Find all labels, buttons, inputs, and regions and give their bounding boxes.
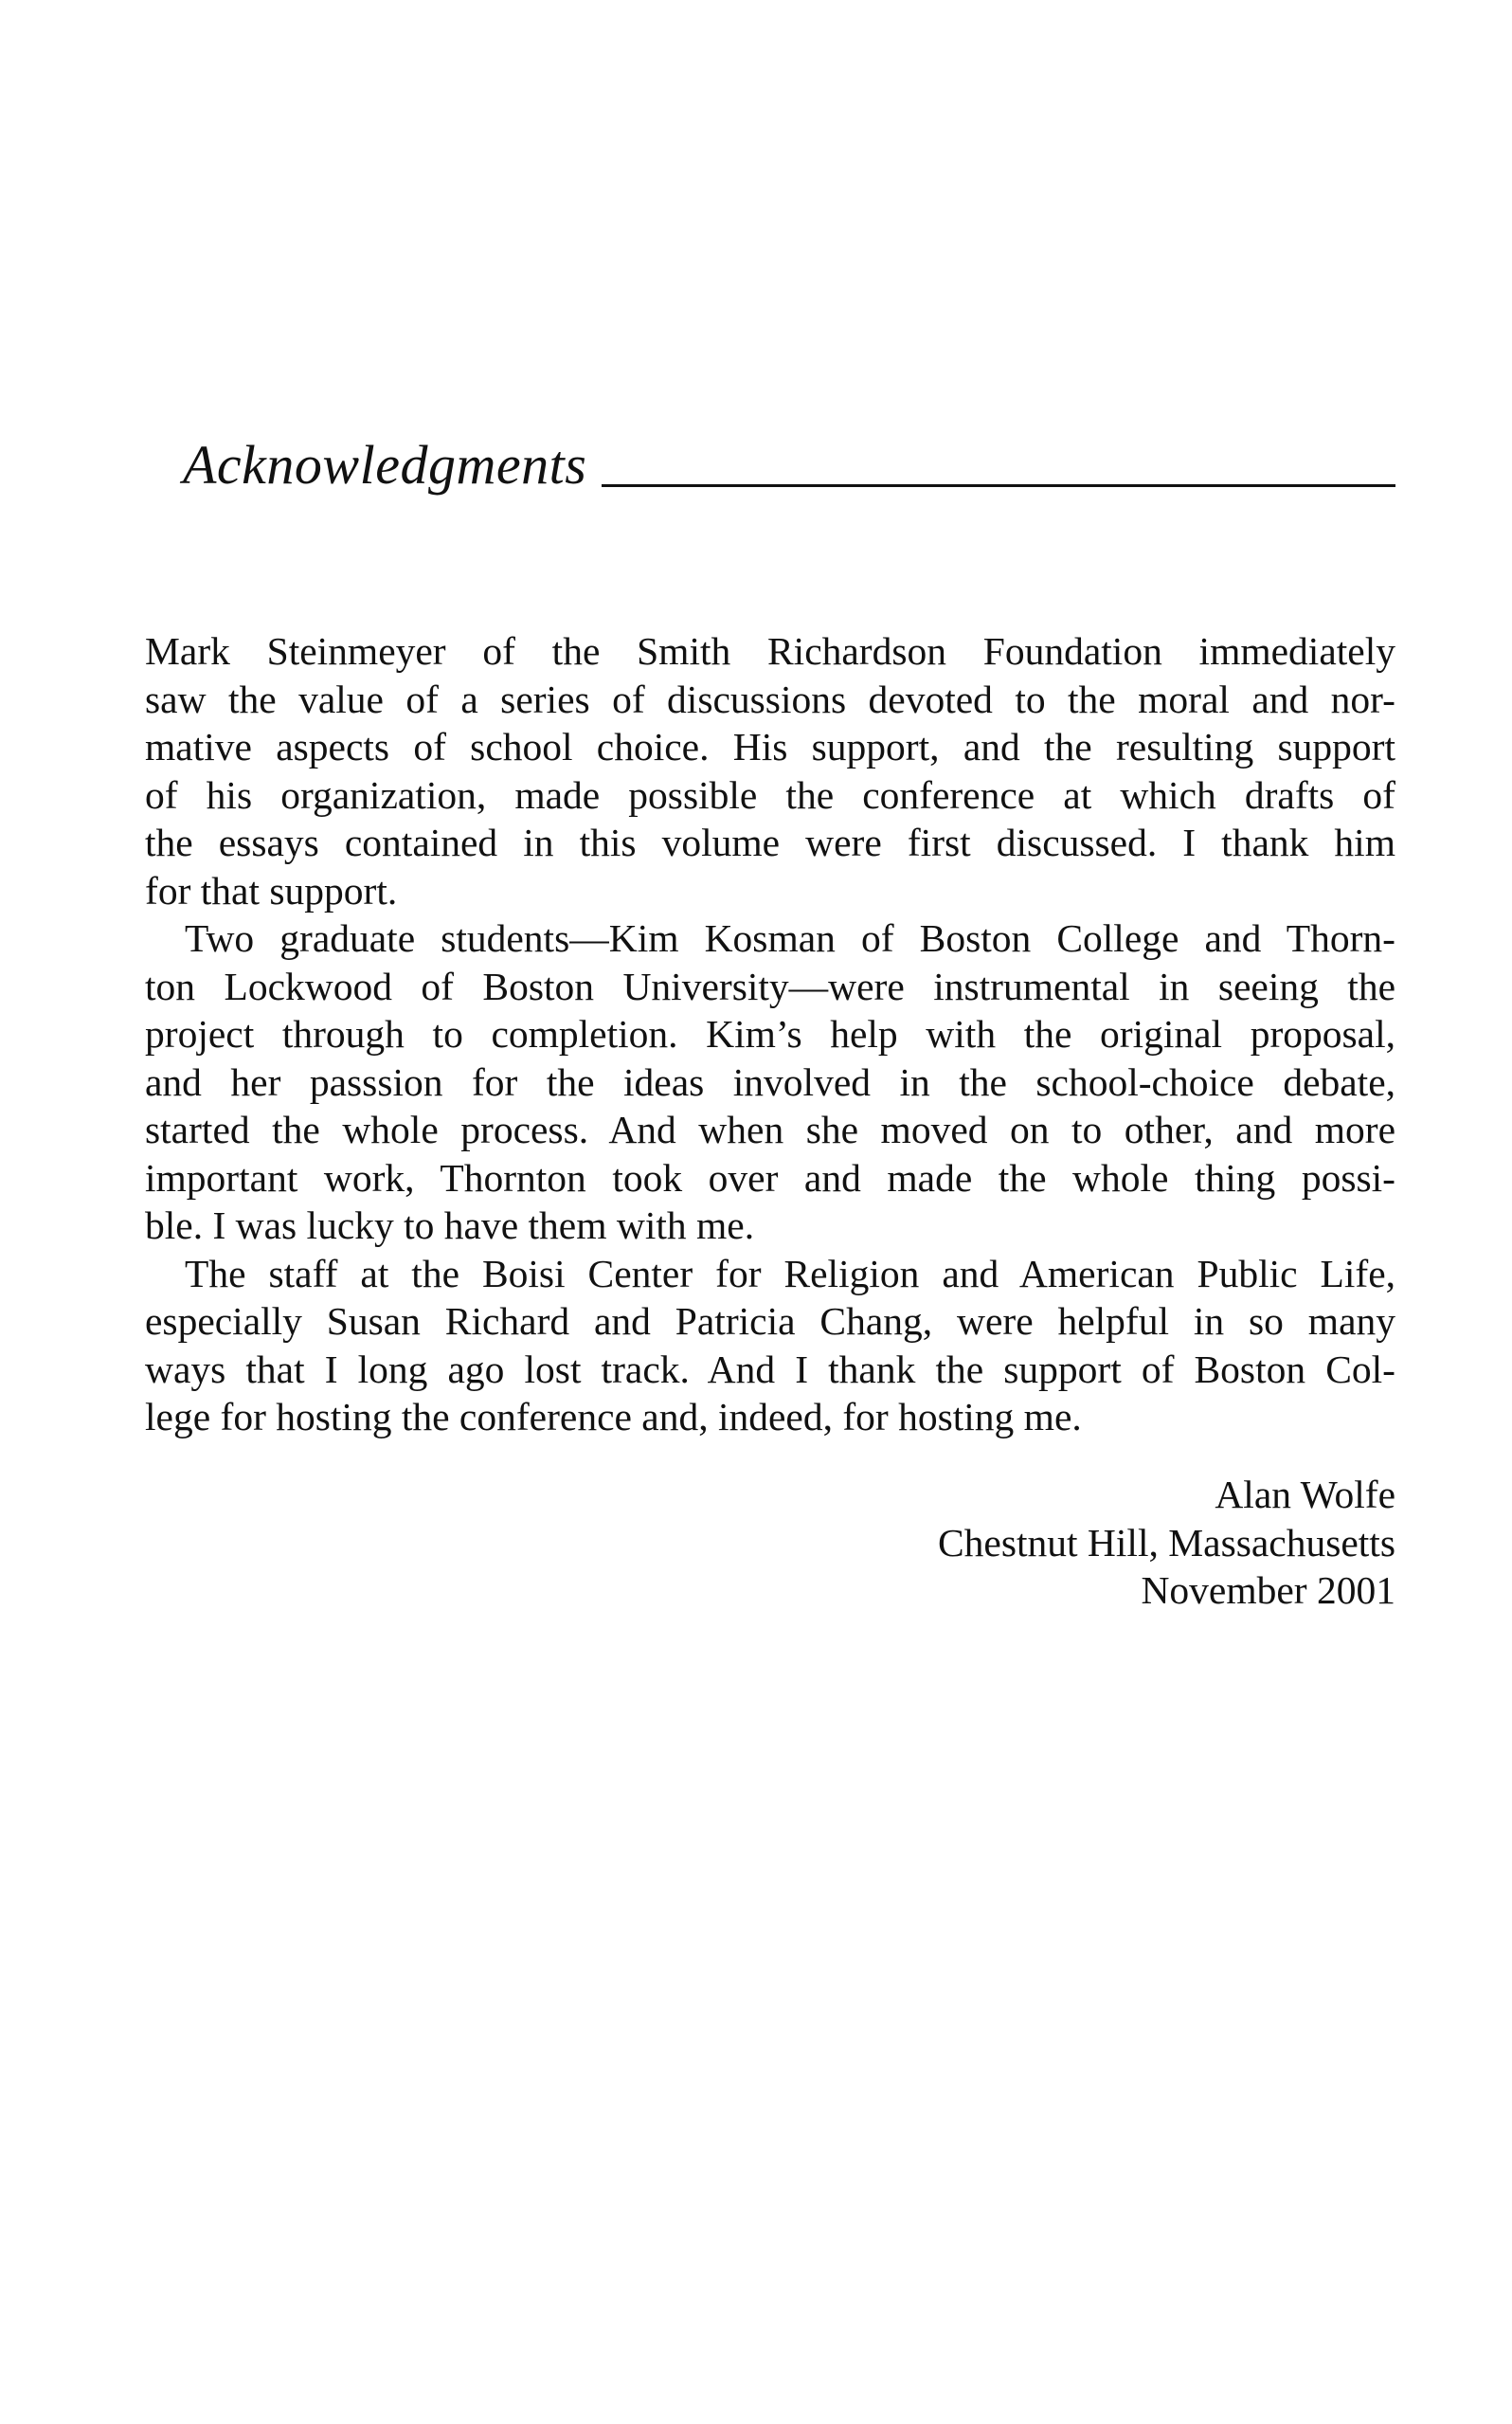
paragraph-3-line-3: ways that I long ago lost track. And I thank the support of Boston Col- (145, 1347, 1395, 1391)
paragraph-3-line-4: lege for hosting the conference and, indeed, for hosting me. (145, 1395, 1082, 1438)
paragraph-2-line-7: ble. I was lucky to have them with me. (145, 1203, 755, 1247)
paragraph-1-line-6: for that support. (145, 868, 398, 913)
signature-block (938, 1471, 1395, 1615)
paragraph-1-line-4: of his organization, made possible the conference at which drafts of (145, 772, 1395, 817)
paragraph-2-line-6: important work, Thornton took over and made the whole thing possi- (145, 1155, 1395, 1200)
heading-row (183, 417, 1395, 496)
paragraph-3-line-2: especially Susan Richard and Patricia Chang, were helpful in so many (145, 1299, 1395, 1343)
paragraph-1-line-3: mative aspects of school choice. His support, and the resulting support (145, 725, 1395, 769)
paragraph-1-line-5: the essays contained in this volume were first discussed. I thank him (145, 821, 1395, 864)
paragraph-2-line-3: project through to completion. Kim’s help with the original proposal, (145, 1012, 1395, 1056)
signature-place: Chestnut Hill, Massachusetts (938, 1520, 1395, 1565)
paragraph-3-line-1: The staff at the Boisi Center for Religion and American Public Life, (185, 1251, 1395, 1295)
paragraph-1-line-2: saw the value of a series of discussions devoted to the moral and nor- (145, 677, 1395, 721)
paragraph-1-line-1: Mark Steinmeyer of the Smith Richardson Foundation immediately (145, 629, 1395, 673)
paragraph-2-line-2: ton Lockwood of Boston University—were instrumental in seeing the (145, 964, 1395, 1008)
signature-name: Alan Wolfe (1215, 1473, 1395, 1516)
page-title: Acknowledgments (183, 434, 587, 496)
signature-date: November 2001 (1141, 1568, 1395, 1612)
paragraph-2-line-1: Two graduate students—Kim Kosman of Boston College and Thorn- (185, 916, 1395, 960)
body-text (145, 627, 1395, 1441)
paragraph-2-line-4: and her passsion for the ideas involved in the school-choice debate, (145, 1059, 1395, 1104)
heading-rule (602, 484, 1395, 487)
paragraph-2-line-5: started the whole process. And when she moved on to other, and more (145, 1108, 1395, 1151)
